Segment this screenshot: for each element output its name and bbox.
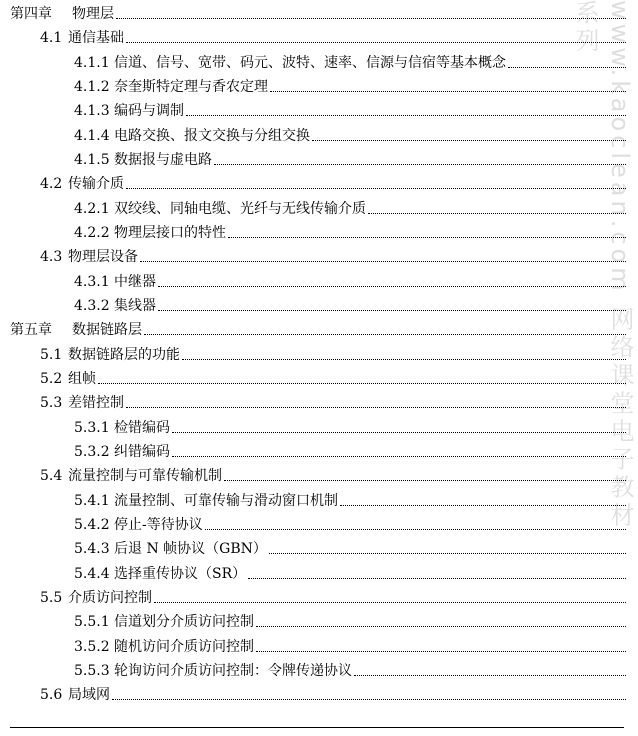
toc-number: 第五章 [10, 322, 52, 338]
toc-number: 5.3 [40, 395, 63, 411]
toc-dot-leader [312, 140, 626, 141]
toc-title: 差错控制 [68, 395, 124, 411]
toc-subsection[interactable] [0, 270, 638, 290]
toc-dot-leader [154, 602, 626, 603]
toc-dot-leader [228, 237, 626, 238]
toc-subsection[interactable] [0, 537, 638, 557]
toc-number: 4.2.2 [74, 225, 110, 241]
toc-subsection[interactable] [0, 659, 638, 679]
toc-title: 通信基础 [68, 30, 124, 46]
toc-number: 5.1 [40, 347, 63, 363]
toc-subsection[interactable] [0, 197, 638, 217]
toc-title: 奈奎斯特定理与香农定理 [114, 79, 268, 95]
toc-dot-leader [112, 699, 626, 700]
toc-title: 信道划分介质访问控制 [114, 614, 254, 630]
toc-chapter[interactable] [0, 2, 638, 22]
toc-subsection[interactable] [0, 489, 638, 509]
toc-subsection[interactable] [0, 99, 638, 119]
toc-title: 双绞线、同轴电缆、光纤与无线传输介质 [114, 201, 366, 217]
toc-title: 后退 N 帧协议（GBN） [114, 541, 267, 557]
toc-dot-leader [98, 383, 626, 384]
toc-title: 选择重传协议（SR） [114, 566, 247, 582]
toc-title: 介质访问控制 [68, 590, 152, 606]
toc-number: 5.6 [40, 687, 63, 703]
toc-title: 检错编码 [114, 420, 170, 436]
toc-number: 5.4.2 [74, 517, 110, 533]
toc-number: 5.5 [40, 590, 63, 606]
toc-dot-leader [158, 310, 626, 311]
toc-dot-leader [508, 67, 626, 68]
toc-dot-leader [269, 553, 626, 554]
toc-number: 4.1.1 [74, 55, 110, 71]
toc-dot-leader [158, 286, 626, 287]
toc-number: 5.5.3 [74, 663, 110, 679]
toc-title: 电路交换、报文交换与分组交换 [114, 128, 310, 144]
toc-number: 4.1.3 [74, 103, 110, 119]
toc-number: 4.3.2 [74, 298, 110, 314]
toc-number: 4.1 [40, 30, 63, 46]
toc-section[interactable] [0, 464, 638, 484]
toc-title: 编码与调制 [114, 103, 184, 119]
toc-dot-leader [140, 261, 626, 262]
toc-number: 4.3 [40, 249, 63, 265]
toc-dot-leader [340, 505, 626, 506]
toc-title: 物理层接口的特性 [114, 225, 226, 241]
toc-number: 4.2 [40, 176, 63, 192]
toc-dot-leader [256, 626, 626, 627]
toc-dot-leader [256, 651, 626, 652]
toc-dot-leader [354, 675, 626, 676]
toc-title: 流量控制与可靠传输机制 [68, 468, 222, 484]
toc-section[interactable] [0, 172, 638, 192]
toc-dot-leader [172, 456, 626, 457]
toc-title: 物理层 [72, 6, 114, 22]
toc-dot-leader [248, 578, 626, 579]
toc-number: 4.2.1 [74, 201, 110, 217]
toc-dot-leader [368, 213, 626, 214]
toc-number: 4.1.4 [74, 128, 110, 144]
toc-subsection[interactable] [0, 416, 638, 436]
toc-number: 5.5.1 [74, 614, 110, 630]
toc-subsection[interactable] [0, 51, 638, 71]
toc-section[interactable] [0, 245, 638, 265]
toc-dot-leader [126, 188, 626, 189]
toc-number: 5.3.2 [74, 444, 110, 460]
toc-dot-leader [224, 480, 626, 481]
toc-number: 5.4.3 [74, 541, 110, 557]
toc-dot-leader [214, 164, 626, 165]
toc-subsection[interactable] [0, 148, 638, 168]
toc-number: 第四章 [10, 6, 52, 22]
toc-title: 流量控制、可靠传输与滑动窗口机制 [114, 493, 338, 509]
toc-title: 纠错编码 [114, 444, 170, 460]
toc-section[interactable] [0, 391, 638, 411]
toc-number: 3.5.2 [74, 639, 110, 655]
toc-subsection[interactable] [0, 221, 638, 241]
toc-section[interactable] [0, 367, 638, 387]
toc-number: 4.1.2 [74, 79, 110, 95]
toc-dot-leader [186, 115, 626, 116]
toc-title: 传输介质 [68, 176, 124, 192]
toc-subsection[interactable] [0, 562, 638, 582]
toc-title: 物理层设备 [68, 249, 138, 265]
toc-section[interactable] [0, 343, 638, 363]
toc-title: 数据报与虚电路 [114, 152, 212, 168]
toc-title: 组帧 [68, 371, 96, 387]
toc-section[interactable] [0, 586, 638, 606]
toc-subsection[interactable] [0, 635, 638, 655]
toc-number: 4.1.5 [74, 152, 110, 168]
toc-number: 5.4.4 [74, 566, 110, 582]
toc-title: 随机访问介质访问控制 [114, 639, 254, 655]
toc-number: 5.4 [40, 468, 63, 484]
toc-subsection[interactable] [0, 294, 638, 314]
toc-number: 4.3.1 [74, 274, 110, 290]
toc-subsection[interactable] [0, 440, 638, 460]
toc-dot-leader [126, 407, 626, 408]
toc-number: 5.4.1 [74, 493, 110, 509]
toc-title: 集线器 [114, 298, 156, 314]
toc-dot-leader [270, 91, 626, 92]
toc-dot-leader [144, 334, 626, 335]
watermark-text: www.kaoclean.com 网络课堂电子教材系列 [571, 0, 634, 531]
toc-chapter[interactable] [0, 318, 638, 338]
toc-title: 数据链路层 [72, 322, 142, 338]
toc-title: 局域网 [68, 687, 110, 703]
toc-title: 轮询访问介质访问控制：令牌传递协议 [114, 663, 352, 679]
toc-dot-leader [126, 42, 626, 43]
toc-number: 5.2 [40, 371, 63, 387]
toc-dot-leader [182, 359, 626, 360]
toc-title: 中继器 [114, 274, 156, 290]
toc-dot-leader [116, 18, 626, 19]
toc-dot-leader [205, 529, 626, 530]
toc-subsection[interactable] [0, 124, 638, 144]
footer-divider [10, 727, 624, 728]
toc-subsection[interactable] [0, 75, 638, 95]
toc-section[interactable] [0, 683, 638, 703]
toc-title: 停止-等待协议 [114, 517, 203, 533]
toc-section[interactable] [0, 26, 638, 46]
toc-subsection[interactable] [0, 610, 638, 630]
toc-title: 数据链路层的功能 [68, 347, 180, 363]
toc-subsection[interactable] [0, 513, 638, 533]
toc-dot-leader [172, 432, 626, 433]
toc-number: 5.3.1 [74, 420, 110, 436]
toc-title: 信道、信号、宽带、码元、波特、速率、信源与信宿等基本概念 [114, 55, 506, 71]
